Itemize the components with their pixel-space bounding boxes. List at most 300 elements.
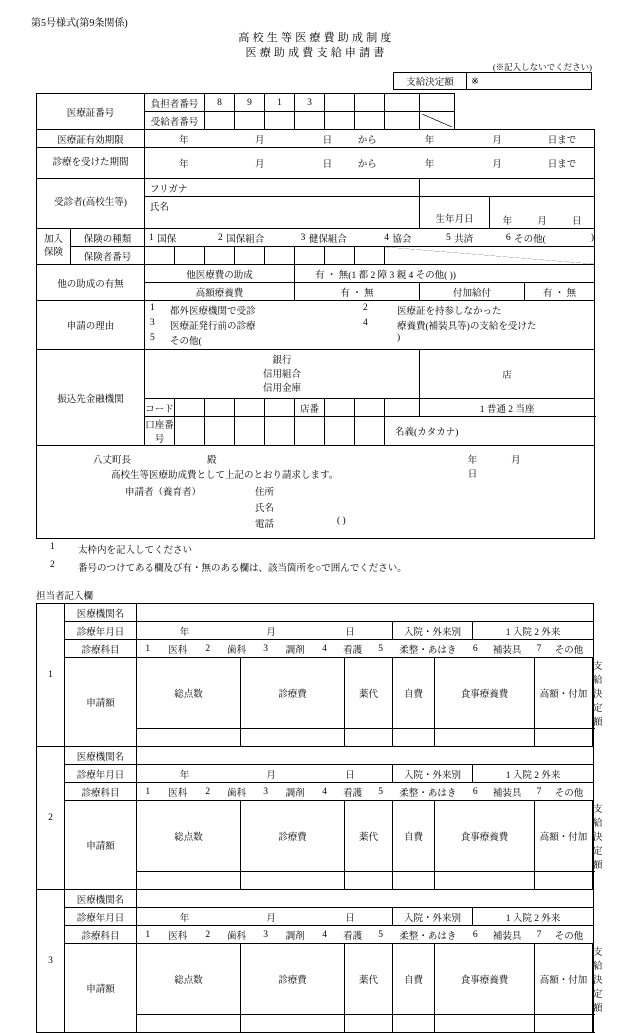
insurance-type-row (37, 229, 595, 247)
dept-no-3-1: 2 (205, 929, 211, 940)
amount-val-3-2[interactable] (345, 1015, 393, 1033)
amount-col-2-6: 支給決定額 (593, 801, 594, 872)
form-number: 第5号様式(第9条関係) (31, 18, 128, 29)
dept-label-2-1: 歯科 (227, 788, 247, 799)
amount-val-2-6[interactable] (593, 872, 594, 890)
amount-val-2-1[interactable] (241, 872, 345, 890)
account-number-label: 口座番号 (145, 417, 175, 446)
dept-no-3-4: 5 (378, 929, 383, 940)
dept-label-3-4: 柔整・あはき (399, 931, 457, 942)
dept-label-1-0: 医科 (168, 645, 188, 656)
dept-no-2-0: 1 (145, 786, 151, 797)
department-options-2[interactable] (137, 783, 594, 801)
dept-label-3-3: 看護 (343, 931, 363, 942)
amount-val-3-0[interactable] (137, 1015, 241, 1033)
insurer-digit-1[interactable] (175, 247, 205, 265)
insurance-type-label: 保険の種類 (71, 229, 145, 247)
dept-label-2-2: 調剤 (285, 788, 305, 799)
dept-label-3-6: その他 (554, 931, 584, 942)
branch-no-cell-1[interactable] (355, 399, 385, 417)
code-cell-0[interactable] (175, 399, 205, 417)
amount-val-2-2[interactable] (345, 872, 393, 890)
reason-label-1: 医療証を持参しなかった (397, 307, 502, 317)
recipient-number-label: 受給者番号 (145, 112, 205, 130)
dept-label-2-4: 柔整・あはき (399, 788, 457, 799)
date-input-3[interactable] (137, 908, 393, 926)
date-year-2: 年 (179, 770, 190, 781)
validity-month2: 月 (492, 135, 502, 146)
note-item-1 (36, 542, 596, 560)
ins-no-4: 5 (445, 232, 451, 243)
date-year-3: 年 (179, 913, 190, 924)
note-1-text: 太枠内を記入してください (78, 546, 193, 556)
birth-day: 日 (571, 217, 582, 227)
payer-digit-6[interactable] (385, 94, 420, 112)
birth-value[interactable] (490, 197, 595, 229)
dept-no-3-3: 4 (322, 929, 327, 940)
ins-no-0: 1 (149, 232, 154, 243)
signature-year: 年 (467, 456, 478, 466)
institution-label-3: 医療機関名 (65, 890, 137, 908)
furigana-row (37, 179, 595, 197)
admission-options-2[interactable]: 1 入院 2 外来 (473, 765, 594, 783)
recipient-digit-2[interactable] (265, 112, 295, 130)
signature-block (37, 446, 595, 539)
amount-col-1-3: 自費 (393, 658, 435, 729)
treatment-year2: 年 (424, 160, 435, 170)
ins-no-5: 6 (505, 232, 511, 243)
staff-row-2-institution (37, 747, 594, 765)
bank-label: 振込先金融機関 (37, 350, 145, 446)
amount-val-1-4[interactable] (435, 729, 535, 747)
date-month-2: 月 (266, 770, 276, 781)
recipient-digit-3[interactable] (295, 112, 325, 130)
amount-label-2: 申請額 (65, 801, 137, 890)
date-day-3: 日 (345, 913, 355, 924)
validity-month: 月 (255, 135, 265, 146)
birth-month: 月 (537, 217, 547, 227)
account-cell-1[interactable] (205, 417, 235, 446)
note-2-text: 番号のつけてある欄及び有・無のある欄は、該当箇所を○で囲んでください。 (78, 564, 407, 574)
reason-label-2: 医療証発行前の診療 (170, 322, 256, 332)
amount-val-2-3[interactable] (393, 872, 435, 890)
ins-label-5: その他( (514, 234, 546, 245)
reason-line-1 (145, 303, 594, 318)
high-cost-label: 高額療養費 (145, 283, 295, 301)
phone-paren[interactable]: ( ) (337, 516, 346, 526)
applicant-name-label[interactable]: 氏名 (255, 504, 275, 514)
payer-digit-4[interactable] (325, 94, 355, 112)
insurance-type-options[interactable] (145, 229, 595, 247)
amount-col-2-3: 自費 (393, 801, 435, 872)
reason-no-3: 4 (363, 318, 368, 328)
branch-suffix: 店 (502, 371, 512, 381)
dept-label-1-2: 調剤 (285, 645, 305, 656)
amount-label-3: 申請額 (65, 944, 137, 1033)
department-options-3[interactable] (137, 926, 594, 944)
date-day-1: 日 (345, 627, 355, 638)
address-line (37, 484, 594, 500)
signature-day: 日 (467, 470, 478, 480)
branch-no-label: 店番 (295, 399, 325, 417)
amount-val-3-5[interactable] (535, 1015, 593, 1033)
staff-row-no-1: 1 (37, 604, 65, 747)
treatment-day-to: 日まで (547, 160, 577, 170)
dept-no-1-3: 4 (322, 643, 327, 654)
payer-digit-7[interactable] (420, 94, 455, 112)
dept-no-1-5: 6 (472, 643, 478, 654)
date-label-1: 診療年月日 (65, 622, 137, 640)
amount-col-3-2: 薬代 (345, 944, 393, 1015)
cert-number-label: 医療証番号 (37, 94, 145, 130)
other-medical-aid-value[interactable]: 有 ・ 無(1 都 2 障 3 親 4 その他( )) (295, 265, 595, 283)
staff-row-3-date (37, 908, 594, 926)
amount-col-3-4: 食事療養費 (435, 944, 535, 1015)
bank-kind-2: 信用金庫 (263, 384, 302, 394)
amount-col-3-5: 高額・付加 (535, 944, 593, 1015)
other-medical-aid-row (37, 265, 595, 283)
decision-amount-label: 支給決定額 (394, 73, 467, 89)
staff-row-1-amount-header (37, 658, 594, 729)
ins-no-1: 2 (218, 232, 223, 243)
insurer-digit-7[interactable] (355, 247, 385, 265)
reason-no-4: 5 (150, 333, 155, 343)
amount-col-1-4: 食事療養費 (435, 658, 535, 729)
admission-label-2: 入院・外来別 (393, 765, 473, 783)
date-input-1[interactable] (137, 622, 393, 640)
reason-label-3: 療養費(補装具等)の支給を受けた (397, 322, 537, 332)
validity-row (37, 130, 595, 148)
address-label[interactable]: 住所 (255, 488, 275, 498)
insurance-label (37, 229, 71, 265)
institution-input-3[interactable] (137, 890, 594, 908)
additional-benefit-label: 付加給付 (420, 283, 525, 301)
note-1-no: 1 (50, 542, 55, 552)
dono-label: 殿 (207, 456, 217, 466)
department-label-3: 診療科目 (65, 926, 137, 944)
amount-val-3-4[interactable] (435, 1015, 535, 1033)
insurer-number-tail (385, 247, 595, 265)
applicant-label: 申請者（養育者） (125, 488, 202, 498)
amount-col-3-0: 総点数 (137, 944, 241, 1015)
ins-label-2: 健保組合 (308, 234, 347, 245)
amount-val-3-6[interactable] (593, 1015, 594, 1033)
dept-label-1-1: 歯科 (227, 645, 247, 656)
dept-label-3-0: 医科 (168, 931, 188, 942)
amount-val-3-1[interactable] (241, 1015, 345, 1033)
staff-row-no-2: 2 (37, 747, 65, 890)
treatment-year: 年 (179, 160, 189, 170)
statement-text: 高校生等医療助成費として上記のとおり請求します。 (111, 471, 339, 481)
form-title-line1: 高校生等医療費助成制度 (238, 32, 395, 44)
insurer-number-label: 保険者番号 (71, 247, 145, 265)
validity-day: 日 (322, 135, 333, 146)
ins-label-6: ) (590, 232, 594, 243)
payer-digit-1[interactable]: 9 (235, 94, 265, 112)
account-holder-input[interactable]: 名義(カタカナ) (385, 417, 595, 446)
insurance-label-l1: 加入 (43, 234, 63, 245)
phone-line (37, 516, 594, 531)
amount-col-1-5: 高額・付加 (535, 658, 593, 729)
insurer-digit-0[interactable] (145, 247, 175, 265)
department-options-1[interactable] (137, 640, 594, 658)
furigana-label[interactable]: フリガナ (145, 179, 420, 197)
dept-label-2-3: 看護 (343, 788, 363, 799)
recipient-digit-1[interactable] (235, 112, 265, 130)
payer-number-row (37, 94, 595, 112)
decision-amount-box (393, 72, 592, 90)
dept-label-2-0: 医科 (168, 788, 188, 799)
recipient-digit-5[interactable] (355, 112, 385, 130)
dept-no-3-6: 7 (536, 929, 542, 940)
ins-label-4: 共済 (454, 234, 474, 245)
dept-no-3-2: 3 (263, 929, 269, 940)
amount-val-2-0[interactable] (137, 872, 241, 890)
decision-amount-value: ※ (471, 76, 479, 87)
dept-label-1-5: 補装具 (492, 645, 522, 656)
recipient-digit-0[interactable] (205, 112, 235, 130)
code-label: コード (145, 399, 175, 417)
code-cell-1[interactable] (205, 399, 235, 417)
amount-col-2-5: 高額・付加 (535, 801, 593, 872)
amount-col-3-3: 自費 (393, 944, 435, 1015)
payer-number-spacer (455, 94, 595, 112)
admission-options-3[interactable]: 1 入院 2 外来 (473, 908, 594, 926)
insurer-digit-3[interactable] (235, 247, 265, 265)
phone-label[interactable]: 電話 (255, 520, 275, 530)
amount-val-2-4[interactable] (435, 872, 535, 890)
signature-month: 月 (511, 456, 521, 466)
ins-label-1: 国保組合 (226, 234, 265, 245)
institution-input-2[interactable] (137, 747, 594, 765)
amount-val-1-3[interactable] (393, 729, 435, 747)
additional-benefit-value[interactable]: 有 ・ 無 (525, 283, 595, 301)
note-item-2 (36, 560, 596, 578)
insurance-label-l2: 保険 (43, 247, 63, 258)
date-year-1: 年 (179, 627, 190, 638)
amount-label-1: 申請額 (65, 658, 137, 747)
reason-label-4: その他( (170, 337, 202, 347)
validity-value[interactable] (145, 130, 595, 148)
form-title-line2: 医療助成費支給申請書 (245, 47, 388, 59)
reason-no-0: 1 (150, 303, 155, 313)
payer-digit-0[interactable]: 8 (205, 94, 235, 112)
account-cell-4[interactable] (295, 417, 325, 446)
dept-label-2-5: 補装具 (492, 788, 522, 799)
insurer-digit-2[interactable] (205, 247, 235, 265)
dept-no-3-0: 1 (145, 929, 151, 940)
staff-row-3-amount-header (37, 944, 594, 1015)
staff-row-1-date (37, 622, 594, 640)
reason-line-3 (145, 333, 594, 348)
ins-label-0: 国保 (157, 234, 177, 245)
recipient-digit-6[interactable] (385, 112, 420, 130)
reason-no-2: 3 (150, 318, 155, 328)
staff-section-title: 担当者記入欄 (36, 592, 94, 602)
treatment-from: から (357, 160, 377, 170)
institution-label-1: 医療機関名 (65, 604, 137, 622)
dept-label-1-4: 柔整・あはき (399, 645, 457, 656)
admission-options-1[interactable]: 1 入院 2 外来 (473, 622, 594, 640)
reason-no-1: 2 (363, 303, 368, 313)
staff-row-2-amount-header (37, 801, 594, 872)
date-label-2: 診療年月日 (65, 765, 137, 783)
reason-options[interactable] (145, 301, 595, 350)
staff-row-3-institution (37, 890, 594, 908)
dept-label-3-1: 歯科 (227, 931, 247, 942)
treatment-month: 月 (255, 160, 265, 170)
account-cell-5[interactable] (325, 417, 355, 446)
name-line (37, 500, 594, 516)
institution-input-1[interactable] (137, 604, 594, 622)
mayor-label: 八丈町長 (93, 456, 132, 466)
application-main-table (36, 93, 595, 539)
payer-digit-3[interactable]: 3 (295, 94, 325, 112)
dept-no-1-4: 5 (378, 643, 383, 654)
amount-val-1-5[interactable] (535, 729, 593, 747)
branch-no-cell-0[interactable] (325, 399, 355, 417)
payer-digit-5[interactable] (355, 94, 385, 112)
reason-label: 申請の理由 (37, 301, 145, 350)
date-day-2: 日 (345, 770, 355, 781)
dept-label-3-2: 調剤 (285, 931, 305, 942)
recipient-number-spacer (455, 112, 595, 130)
amount-col-2-4: 食事療養費 (435, 801, 535, 872)
institution-label-2: 医療機関名 (65, 747, 137, 765)
amount-col-2-1: 診療費 (241, 801, 345, 872)
high-cost-value[interactable]: 有 ・ 無 (295, 283, 420, 301)
treatment-period-row (37, 148, 595, 179)
insurer-digit-4[interactable] (265, 247, 295, 265)
payer-digit-2[interactable]: 1 (265, 94, 295, 112)
dept-no-1-1: 2 (205, 643, 211, 654)
birth-year: 年 (502, 217, 513, 227)
dept-no-2-2: 3 (263, 786, 269, 797)
dept-no-2-5: 6 (472, 786, 478, 797)
account-cell-3[interactable] (265, 417, 295, 446)
birth-label: 生年月日 (420, 197, 490, 229)
other-medical-aid-label: 他医療費の助成 (145, 265, 295, 283)
treatment-day: 日 (322, 160, 333, 170)
validity-year: 年 (179, 135, 189, 146)
staff-row-1-institution (37, 604, 594, 622)
statement-line (37, 467, 594, 484)
account-cell-6[interactable] (355, 417, 385, 446)
reason-row (37, 301, 595, 350)
payer-number-label: 負担者番号 (145, 94, 205, 112)
dept-no-1-6: 7 (536, 643, 542, 654)
validity-year2: 年 (424, 135, 435, 146)
notes-list (36, 542, 596, 578)
staff-row-3-department (37, 926, 594, 944)
amount-col-1-2: 薬代 (345, 658, 393, 729)
amount-col-2-2: 薬代 (345, 801, 393, 872)
dept-no-1-0: 1 (145, 643, 151, 654)
insurer-digit-5[interactable] (295, 247, 325, 265)
reason-line-2 (145, 318, 594, 333)
validity-label: 医療証有効期限 (37, 130, 145, 148)
amount-val-2-5[interactable] (535, 872, 593, 890)
branch-no-cell-2[interactable] (385, 399, 420, 417)
staff-row-1-department (37, 640, 594, 658)
account-type-options[interactable]: 1 普通 2 当座 (420, 399, 595, 417)
staff-row-no-3: 3 (37, 890, 65, 1033)
recipient-digit-7[interactable] (420, 112, 455, 130)
dept-no-2-1: 2 (205, 786, 211, 797)
treatment-period-value[interactable] (145, 148, 595, 179)
dept-label-1-3: 看護 (343, 645, 363, 656)
reason-label-0: 都外医療機関で受診 (170, 307, 256, 317)
staff-entry-table (36, 603, 603, 1033)
staff-row-2-department (37, 783, 594, 801)
dept-label-2-6: その他 (554, 788, 584, 799)
amount-val-1-2[interactable] (345, 729, 393, 747)
furigana-right-blank (420, 179, 595, 197)
treatment-period-label: 診療を受けた期間 (37, 148, 145, 179)
validity-from: から (357, 135, 377, 146)
date-input-2[interactable] (137, 765, 393, 783)
amount-val-1-6[interactable] (593, 729, 594, 747)
amount-col-1-6: 支給決定額 (593, 658, 594, 729)
amount-val-1-1[interactable] (241, 729, 345, 747)
code-cell-2[interactable] (235, 399, 265, 417)
admission-label-3: 入院・外来別 (393, 908, 473, 926)
amount-col-1-1: 診療費 (241, 658, 345, 729)
date-month-3: 月 (266, 913, 276, 924)
dept-no-1-2: 3 (263, 643, 269, 654)
amount-val-3-3[interactable] (393, 1015, 435, 1033)
dept-no-2-4: 5 (378, 786, 383, 797)
bank-kind-0: 銀行 (272, 356, 292, 366)
dept-no-3-5: 6 (472, 929, 478, 940)
ins-label-3: 協会 (392, 234, 412, 245)
bank-kind-1: 信用組合 (263, 370, 302, 380)
dept-no-2-6: 7 (536, 786, 542, 797)
dept-label-1-6: その他 (554, 645, 584, 656)
dept-label-3-5: 補装具 (492, 931, 522, 942)
admission-label-1: 入院・外来別 (393, 622, 473, 640)
bank-name-input[interactable] (145, 350, 420, 399)
code-cell-3[interactable] (265, 399, 295, 417)
department-label-1: 診療科目 (65, 640, 137, 658)
account-cell-2[interactable] (235, 417, 265, 446)
branch-name-input[interactable] (420, 350, 595, 399)
signature-row (37, 446, 595, 539)
do-not-write-note: (※記入しないでください) (492, 62, 592, 72)
reason-label-5: ) (397, 333, 401, 343)
insurer-number-row (37, 247, 595, 265)
amount-col-1-0: 総点数 (137, 658, 241, 729)
patient-label: 受診者(高校生等) (37, 179, 145, 229)
date-label-3: 診療年月日 (65, 908, 137, 926)
recipient-digit-4[interactable] (325, 112, 355, 130)
treatment-month2: 月 (492, 160, 502, 170)
ins-no-2: 3 (300, 232, 306, 243)
account-cell-0[interactable] (175, 417, 205, 446)
department-label-2: 診療科目 (65, 783, 137, 801)
ins-no-3: 4 (384, 232, 389, 243)
dept-no-2-3: 4 (322, 786, 327, 797)
note-2-no: 2 (50, 560, 55, 570)
amount-col-3-6: 支給決定額 (593, 944, 594, 1015)
insurer-digit-6[interactable] (325, 247, 355, 265)
amount-val-1-0[interactable] (137, 729, 241, 747)
amount-col-3-1: 診療費 (241, 944, 345, 1015)
amount-col-2-0: 総点数 (137, 801, 241, 872)
name-label[interactable]: 氏名 (145, 197, 420, 229)
bank-kind-row (37, 350, 595, 399)
staff-row-2-date (37, 765, 594, 783)
